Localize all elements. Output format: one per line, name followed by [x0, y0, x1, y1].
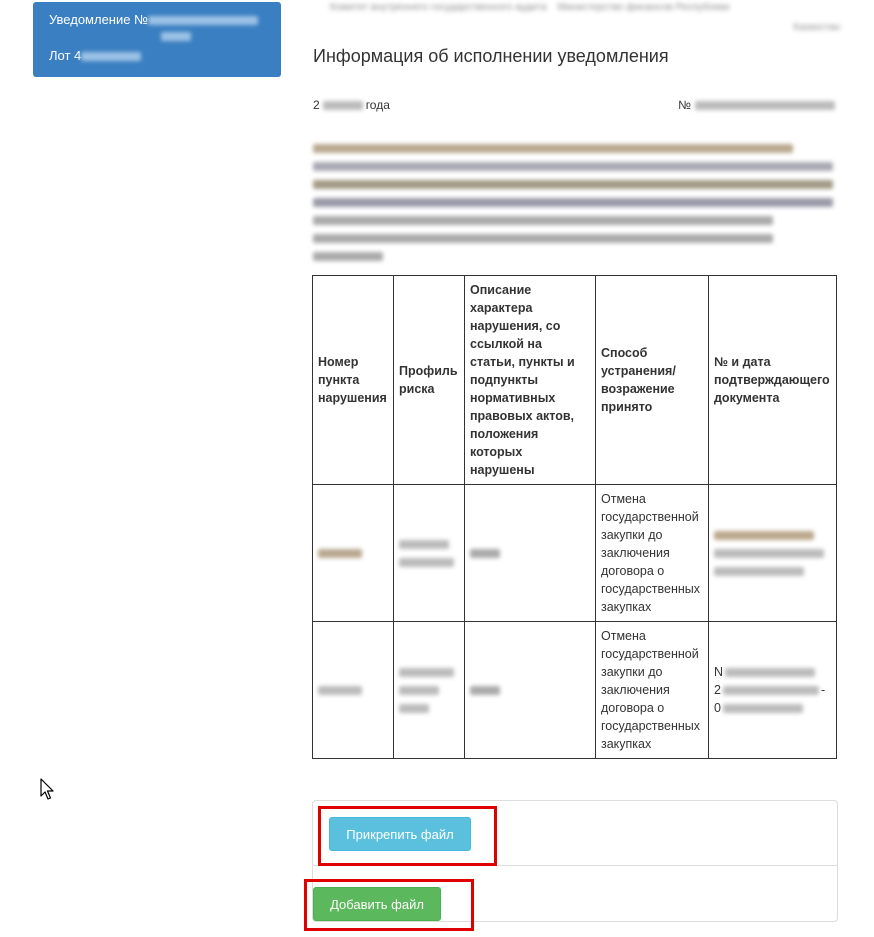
redacted-value — [399, 540, 449, 549]
country-name-blurred: Казахстан — [793, 22, 840, 33]
table-row — [313, 622, 837, 759]
cell-remedy-method: Отмена государственной закупки до заключения договора о государственных закупках — [596, 485, 709, 622]
redacted-value — [714, 531, 814, 540]
redacted-value — [399, 668, 454, 677]
col-header-violation-description: Описание характера нарушения, со ссылкой на статьи, пункты и подпункты нормативных правовых актов, положения которых нарушены — [465, 276, 596, 485]
col-header-risk-profile: Профиль риска — [394, 276, 465, 485]
lot-line — [49, 48, 141, 63]
table-header-row — [313, 276, 837, 485]
cell-violation-number — [313, 622, 394, 759]
notification-prefix: Уведомление № — [49, 12, 149, 27]
agency-header-line1 — [330, 2, 729, 13]
agency-name-blurred: Комитет внутреннего государственного аудита — [330, 2, 547, 13]
redacted-date — [323, 101, 363, 110]
redacted-value — [723, 704, 803, 713]
agency-header — [330, 0, 840, 40]
add-file-button[interactable]: Добавить файл — [313, 887, 441, 921]
col-header-violation-number: Номер пункта нарушения — [313, 276, 394, 485]
redacted-value — [725, 668, 815, 677]
notification-body-text — [313, 140, 835, 266]
notification-number-tail — [161, 28, 191, 43]
highlight-attach-file — [318, 806, 497, 866]
lot-prefix: Лот 4 — [49, 48, 82, 63]
doc-prefix: 0 — [714, 701, 721, 715]
cell-confirming-document — [709, 622, 837, 759]
date-prefix: 2 — [313, 98, 320, 112]
cell-violation-number — [313, 485, 394, 622]
text-line — [313, 158, 835, 174]
redacted-value — [318, 549, 362, 558]
ministry-name-blurred: Министерство финансов Республики — [557, 2, 730, 13]
agency-header-line2 — [793, 22, 840, 33]
cell-risk-profile — [394, 622, 465, 759]
text-line — [313, 212, 835, 228]
redacted-value — [399, 558, 454, 567]
doc-prefix: 2 — [714, 683, 721, 697]
text-line — [313, 230, 835, 246]
notification-card[interactable] — [33, 2, 281, 77]
redacted-notice-tail — [161, 32, 191, 41]
document-date — [313, 98, 390, 112]
text-line — [313, 176, 835, 192]
cell-violation-description — [465, 485, 596, 622]
text-line — [313, 194, 835, 210]
redacted-value — [318, 686, 362, 695]
doc-number-prefix: № — [678, 98, 691, 112]
redacted-value — [714, 549, 824, 558]
cell-risk-profile — [394, 485, 465, 622]
page-title: Информация об исполнении уведомления — [313, 46, 669, 66]
violations-table — [312, 275, 837, 759]
text-line — [313, 140, 835, 156]
cell-confirming-document — [709, 485, 837, 622]
mouse-cursor-icon — [40, 778, 56, 807]
redacted-value — [714, 567, 804, 576]
redacted-value — [470, 549, 500, 558]
highlight-add-file — [304, 879, 474, 931]
doc-prefix: N — [714, 665, 724, 679]
col-header-confirming-document: № и дата подтверждающего документа — [709, 276, 837, 485]
table-row — [313, 485, 837, 622]
document-number — [678, 98, 835, 112]
cell-violation-description — [465, 622, 596, 759]
redacted-doc-number — [695, 101, 835, 110]
date-suffix: года — [365, 98, 390, 112]
notification-title-line — [49, 12, 258, 27]
redacted-notice-number — [148, 16, 258, 25]
redacted-value — [470, 686, 500, 695]
cell-remedy-method: Отмена государственной закупки до заключения договора о государственных закупках — [596, 622, 709, 759]
attach-file-button[interactable]: Прикрепить файл — [329, 817, 471, 851]
col-header-remedy-method: Способ устранения/ возражение принято — [596, 276, 709, 485]
redacted-lot-number — [81, 52, 141, 61]
doc-suffix: - — [820, 683, 826, 697]
text-line — [313, 248, 835, 264]
redacted-value — [723, 686, 819, 695]
redacted-value — [399, 686, 439, 695]
redacted-value — [399, 704, 429, 713]
